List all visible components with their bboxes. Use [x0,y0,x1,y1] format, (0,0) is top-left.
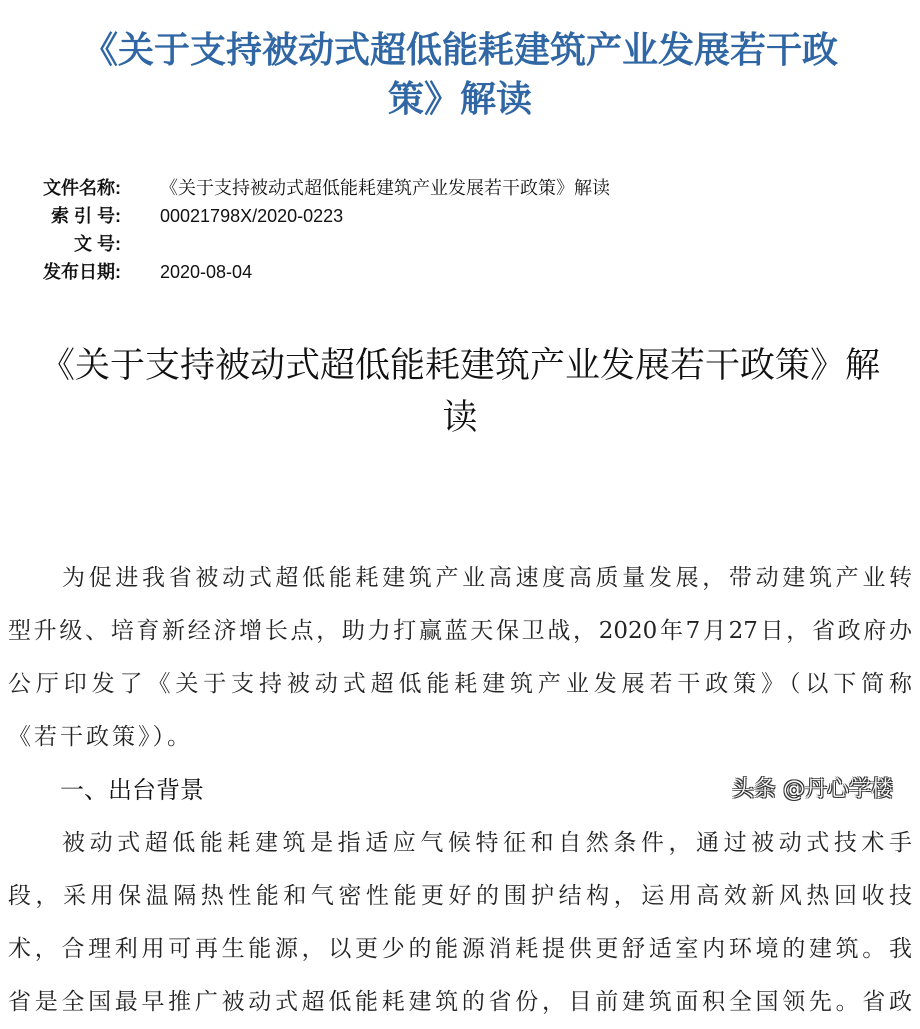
paragraph-line: 为促进我省被动式超低能耗建筑产业高速度高质量发展，带动建筑产业转 [62,565,912,591]
paragraph-line: 《若干政策》）。 [8,724,193,750]
paragraph-line: 省是全国最早推广被动式超低能耗建筑的省份，目前建筑面积全国领先。省政 [8,989,912,1015]
paragraph-intro [8,552,912,764]
page-title-line: 策》解读 [387,79,532,120]
meta-row-index [0,202,610,230]
paragraph-line: 公厅印发了《关于支持被动式超低能耗建筑产业发展若干政策》（以下简称 [8,671,912,697]
meta-value: 2020-08-04 [160,262,253,282]
meta-label: 索 引 号: [51,206,121,226]
paragraph-line: 段，采用保温隔热性能和气密性能更好的围护结构，运用高效新风热回收技 [8,883,912,909]
meta-label: 发布日期: [43,262,121,282]
watermark: 头条 @丹心学楼 [732,777,893,802]
meta-value: 《关于支持被动式超低能耗建筑产业发展若干政策》解读 [160,178,610,198]
meta-row-doc-number [0,230,610,258]
paragraph-line: 被动式超低能耗建筑是指适应气候特征和自然条件，通过被动式技术手 [62,830,912,856]
section-heading: 一、出台背景 [60,776,204,804]
page-title-line: 《关于支持被动式超低能耗建筑产业发展若干政 [81,30,838,71]
page-title [0,26,920,124]
meta-label: 文件名称: [43,178,121,198]
document-metadata [0,174,610,286]
article-heading-line: 读 [442,398,478,438]
meta-value: 00021798X/2020-0223 [160,206,344,226]
paragraph-background [8,817,912,1029]
meta-row-date [0,258,610,286]
article-heading [0,340,920,444]
article-heading-line: 《关于支持被动式超低能耗建筑产业发展若干政策》解 [39,346,880,386]
paragraph-line: 型升级、培育新经济增长点，助力打赢蓝天保卫战，2020年7月27日，省政府办 [8,618,912,644]
meta-row-name [0,174,610,202]
meta-label: 文 号: [74,234,121,254]
paragraph-line: 术，合理利用可再生能源，以更少的能源消耗提供更舒适室内环境的建筑。我 [8,936,912,962]
